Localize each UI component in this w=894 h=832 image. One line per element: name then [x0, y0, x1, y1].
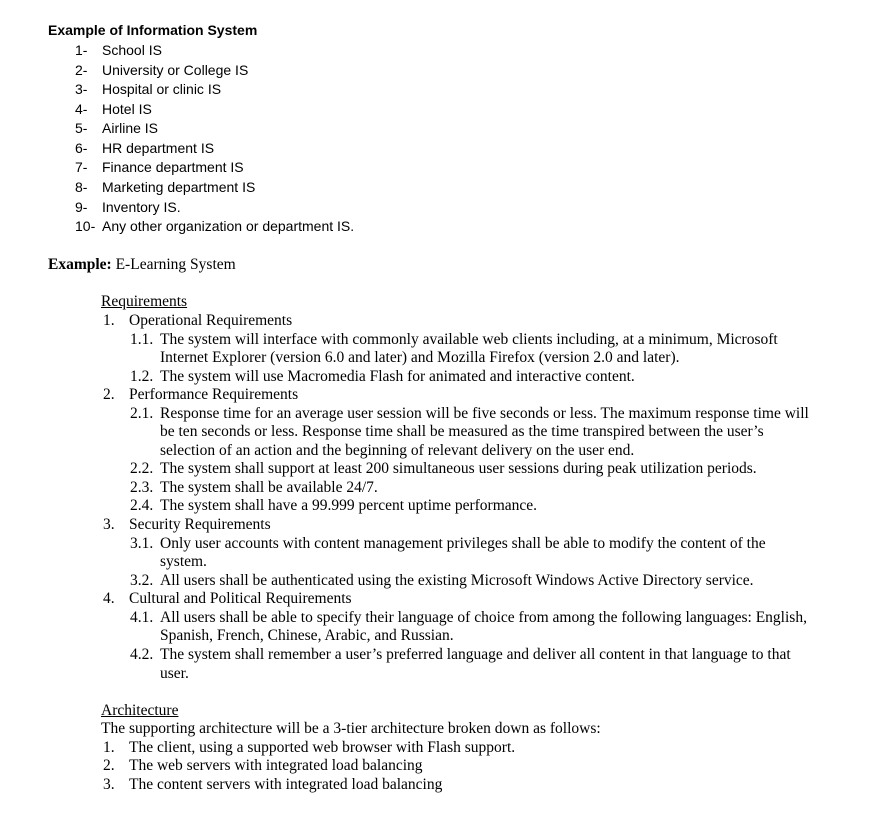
list-item: 5- Airline IS — [75, 120, 159, 136]
architecture-intro: The supporting architecture will be a 3-tier architecture broken down as follows: — [101, 720, 601, 737]
section-performance: 2. Performance Requirements — [103, 386, 299, 403]
requirement-1-1-cont: Internet Explorer (version 6.0 and later) and Mozilla Firefox (version 2.0 and later). — [160, 349, 680, 366]
list-item: 4- Hotel IS — [75, 101, 152, 117]
section-operational: 1. Operational Requirements — [103, 312, 293, 329]
is-examples-heading: Example of Information System — [48, 22, 258, 38]
list-item: 2- University or College IS — [75, 62, 249, 78]
list-item: 9- Inventory IS. — [75, 199, 181, 215]
section-cultural: 4. Cultural and Political Requirements — [103, 590, 352, 607]
requirement-2-2: 2.2. The system shall support at least 200 simultaneous user sessions during peak utilization periods. — [130, 460, 757, 477]
requirement-3-2: 3.2. All users shall be authenticated using the existing Microsoft Windows Active Directory service. — [130, 572, 754, 589]
list-item: 10- Any other organization or department IS. — [75, 218, 355, 234]
list-item: 7- Finance department IS — [75, 159, 244, 175]
architecture-heading: Architecture — [101, 702, 179, 719]
requirements-heading: Requirements — [101, 293, 188, 310]
requirement-4-2: 4.2. The system shall remember a user’s preferred language and deliver all content in that language to that — [130, 646, 791, 663]
requirement-3-1-cont: system. — [160, 553, 207, 570]
requirement-2-1: 2.1. Response time for an average user session will be five seconds or less. The maximum response time will — [130, 405, 809, 422]
list-item: 2. The web servers with integrated load balancing — [103, 757, 423, 774]
requirement-2-3: 2.3. The system shall be available 24/7. — [130, 479, 378, 496]
requirement-4-2-cont: user. — [160, 665, 189, 682]
list-item: 1- School IS — [75, 42, 162, 58]
list-item: 1. The client, using a supported web browser with Flash support. — [103, 739, 516, 756]
requirement-1-2: 1.2. The system will use Macromedia Flash for animated and interactive content. — [130, 368, 635, 385]
requirement-2-4: 2.4. The system shall have a 99.999 percent uptime performance. — [130, 497, 538, 514]
list-item: 8- Marketing department IS — [75, 179, 256, 195]
requirement-2-1-cont: selection of an action and the beginning of relevant delivery on the user end. — [160, 442, 635, 459]
requirement-4-1: 4.1. All users shall be able to specify their language of choice from among the following languages: English, — [130, 609, 807, 626]
requirement-4-1-cont: Spanish, French, Chinese, Arabic, and Russian. — [160, 627, 454, 644]
list-item: 3- Hospital or clinic IS — [75, 81, 222, 97]
list-item: 6- HR department IS — [75, 140, 215, 156]
requirement-1-1: 1.1. The system will interface with commonly available web clients including, at a minimum, Microsoft — [130, 331, 778, 348]
requirement-3-1: 3.1. Only user accounts with content management privileges shall be able to modify the content of the — [130, 535, 766, 552]
list-item: 3. The content servers with integrated load balancing — [103, 776, 443, 793]
example-title: Example: E-Learning System — [48, 256, 236, 273]
requirement-2-1-cont: be ten seconds or less. Response time shall be measured as the time transpired between the user’s — [160, 423, 764, 440]
section-security: 3. Security Requirements — [103, 516, 271, 533]
